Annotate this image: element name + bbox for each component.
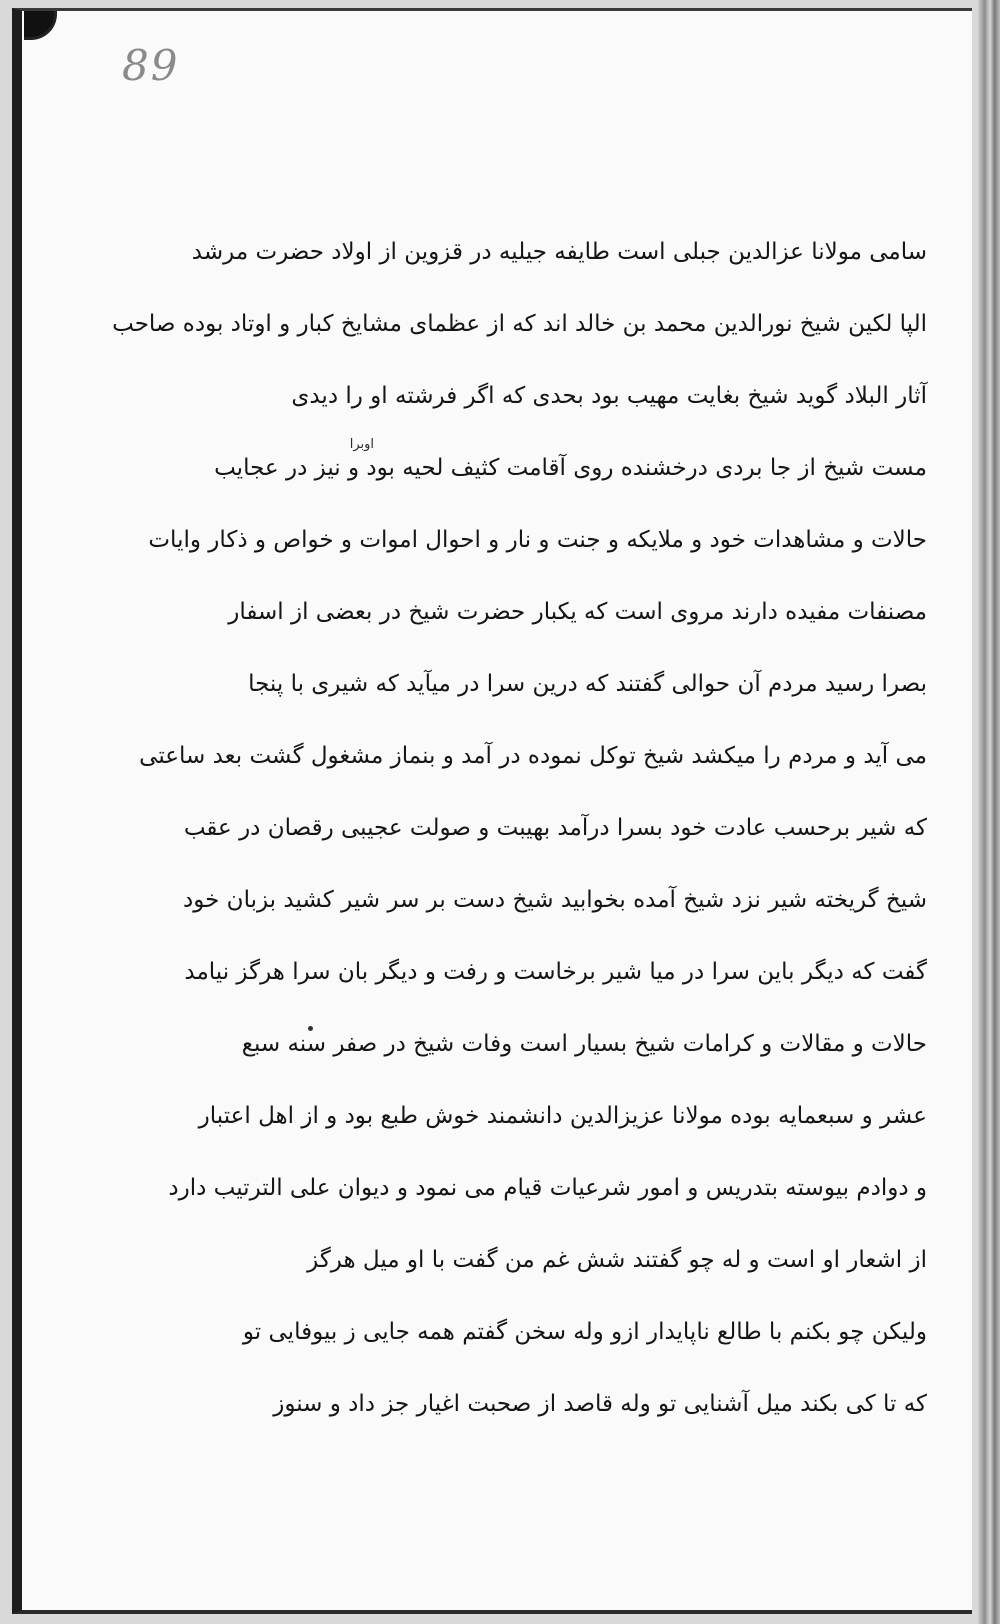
text-line: حالات و مشاهدات خود و ملایکه و جنت و نار و احوال اموات و خواص و ذکار وایات	[148, 527, 927, 553]
text-line: مست شیخ از جا بردی درخشنده روی آقامت کثیف لحیه بود و نیز در عجایب	[214, 455, 927, 481]
interlinear-insertion: اوبرا	[349, 437, 374, 452]
page-corner-mark	[24, 11, 57, 40]
text-line: عشر و سبعمایه بوده مولانا عزیزالدین دانشمند خوش طبع بود و از اهل اعتبار	[198, 1103, 927, 1129]
text-line: که شیر برحسب عادت خود بسرا درآمد بهیبت و صولت عجیبی رقصان در عقب	[183, 815, 927, 841]
text-line: آثار البلاد گوید شیخ بغایت مهیب بود بحدی که اگر فرشته او را دیدی	[291, 383, 927, 409]
manuscript-text-block	[112, 216, 927, 1440]
text-line: سامی مولانا عزالدین جبلی است طایفه جیلیه در قزوین از اولاد حضرت مرشد	[191, 239, 927, 265]
folio-number: 89	[122, 41, 180, 90]
text-line: بصرا رسید مردم آن حوالی گفتند که درین سرا در میآید که شیری با پنجا	[248, 671, 927, 697]
verse-line: ولیکن چو بکنم با طالع ناپایدار ازو وله سخن گفتم همه جایی ز بیوفایی تو	[242, 1319, 927, 1345]
ink-speck	[308, 1026, 313, 1031]
manuscript-page	[12, 8, 972, 1614]
text-line: مصنفات مفیده دارند مروی است که یکبار حضرت شیخ در بعضی از اسفار	[228, 599, 927, 625]
text-line: شیخ گریخته شیر نزد شیخ آمده بخوابید شیخ دست بر سر شیر کشید بزبان خود	[183, 887, 927, 913]
text-line: از اشعار او است و له چو گفتند شش غم من گفت با او میل هرگز	[307, 1247, 927, 1273]
text-line: حالات و مقالات و کرامات شیخ بسیار است وفات شیخ در صفر سنه سبع	[241, 1031, 927, 1057]
text-line: گفت که دیگر باین سرا در میا شیر برخاست و رفت و دیگر بان سرا هرگز نیامد	[184, 959, 927, 985]
text-line: می آید و مردم را میکشد شیخ توکل نموده در آمد و بنماز مشغول گشت بعد ساعتی	[139, 743, 927, 769]
book-binding-edge	[978, 0, 1000, 1624]
text-line: و دوادم بیوسته بتدریس و امور شرعیات قیام می نمود و دیوان علی الترتیب دارد	[168, 1175, 927, 1201]
text-line: الپا لکین شیخ نورالدین محمد بن خالد اند که از عظمای مشایخ کبار و اوتاد بوده صاحب	[112, 311, 927, 337]
verse-line: که تا کی بکند میل آشنایی تو وله قاصد از صحبت اغیار جز داد و سنوز	[273, 1391, 927, 1417]
